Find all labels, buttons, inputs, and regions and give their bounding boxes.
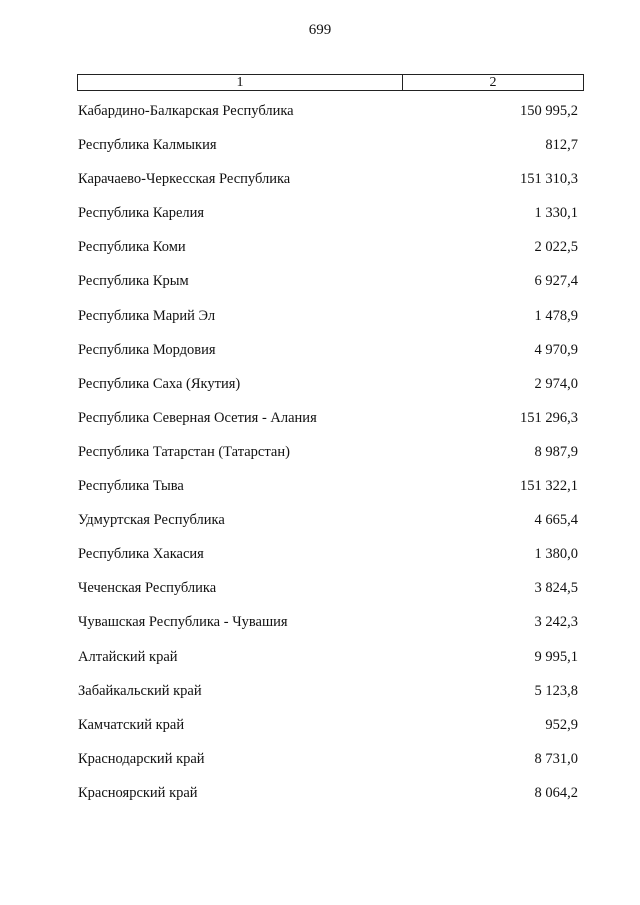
- table-header-column-2: 2: [489, 75, 497, 90]
- region-name: Кабардино-Балкарская Республика: [78, 103, 294, 119]
- region-name: Республика Мордовия: [78, 341, 216, 358]
- table-row: [78, 374, 578, 408]
- region-value: 3 242,3: [534, 614, 578, 631]
- region-name: Чувашская Республика - Чувашия: [78, 614, 288, 631]
- table-row: [78, 203, 578, 237]
- table-row: [78, 135, 578, 169]
- region-value: 151 310,3: [520, 171, 578, 188]
- table-row: [78, 442, 578, 476]
- table-row: [78, 612, 578, 646]
- region-name: Забайкальский край: [78, 682, 202, 699]
- region-value: 150 995,2: [520, 103, 578, 119]
- table-row: [78, 169, 578, 203]
- region-name: Республика Саха (Якутия): [78, 375, 241, 392]
- table-row: [78, 510, 578, 544]
- table-row: [78, 237, 578, 271]
- table-row: [78, 647, 578, 681]
- region-value: 8 987,9: [534, 443, 578, 460]
- region-name: Камчатский край: [78, 716, 185, 733]
- table-row: [78, 783, 578, 817]
- region-name: Республика Северная Осетия - Алания: [78, 409, 317, 426]
- region-name: Республика Калмыкия: [78, 137, 217, 154]
- table-row: [78, 749, 578, 783]
- region-name: Алтайский край: [78, 648, 178, 665]
- region-value: 2 022,5: [534, 239, 578, 256]
- table-header-column-1: 1: [78, 75, 403, 90]
- region-value: 8 064,2: [534, 784, 578, 801]
- table-row: [78, 544, 578, 578]
- region-value: 9 995,1: [534, 648, 578, 665]
- region-value: 812,7: [545, 137, 578, 154]
- region-value: 8 731,0: [534, 750, 578, 767]
- region-value: 952,9: [545, 716, 578, 733]
- region-value: 3 824,5: [534, 580, 578, 597]
- region-value: 1 380,0: [534, 546, 578, 563]
- region-name: Красноярский край: [78, 784, 198, 801]
- region-value: 2 974,0: [534, 375, 578, 392]
- table-row: [78, 578, 578, 612]
- region-value: 6 927,4: [534, 273, 578, 290]
- table-row: [78, 271, 578, 305]
- region-name: Республика Татарстан (Татарстан): [78, 443, 290, 460]
- region-value: 1 330,1: [534, 205, 578, 222]
- region-value: 151 296,3: [520, 409, 578, 426]
- region-name: Республика Карелия: [78, 205, 205, 222]
- region-name: Чеченская Республика: [78, 580, 217, 597]
- region-value: 4 665,4: [534, 512, 578, 529]
- table-row: [78, 476, 578, 510]
- table-row: [78, 101, 578, 135]
- page-number: 699: [308, 22, 332, 38]
- region-name: Карачаево-Черкесская Республика: [78, 171, 291, 188]
- table-header: [77, 74, 584, 91]
- region-name: Республика Тыва: [78, 478, 184, 495]
- table-row: [78, 306, 578, 340]
- region-value: 4 970,9: [534, 341, 578, 358]
- region-value: 151 322,1: [520, 478, 578, 495]
- region-value: 1 478,9: [534, 307, 578, 324]
- table-row: [78, 340, 578, 374]
- region-value: 5 123,8: [534, 682, 578, 699]
- table-row: [78, 715, 578, 749]
- table-row: [78, 408, 578, 442]
- table-row: [78, 681, 578, 715]
- region-name: Республика Марий Эл: [78, 307, 216, 324]
- region-name: Республика Крым: [78, 273, 189, 290]
- region-name: Удмуртская Республика: [78, 512, 225, 529]
- table-body: [78, 101, 578, 817]
- region-name: Краснодарский край: [78, 750, 205, 767]
- region-name: Республика Коми: [78, 239, 186, 256]
- region-name: Республика Хакасия: [78, 546, 204, 563]
